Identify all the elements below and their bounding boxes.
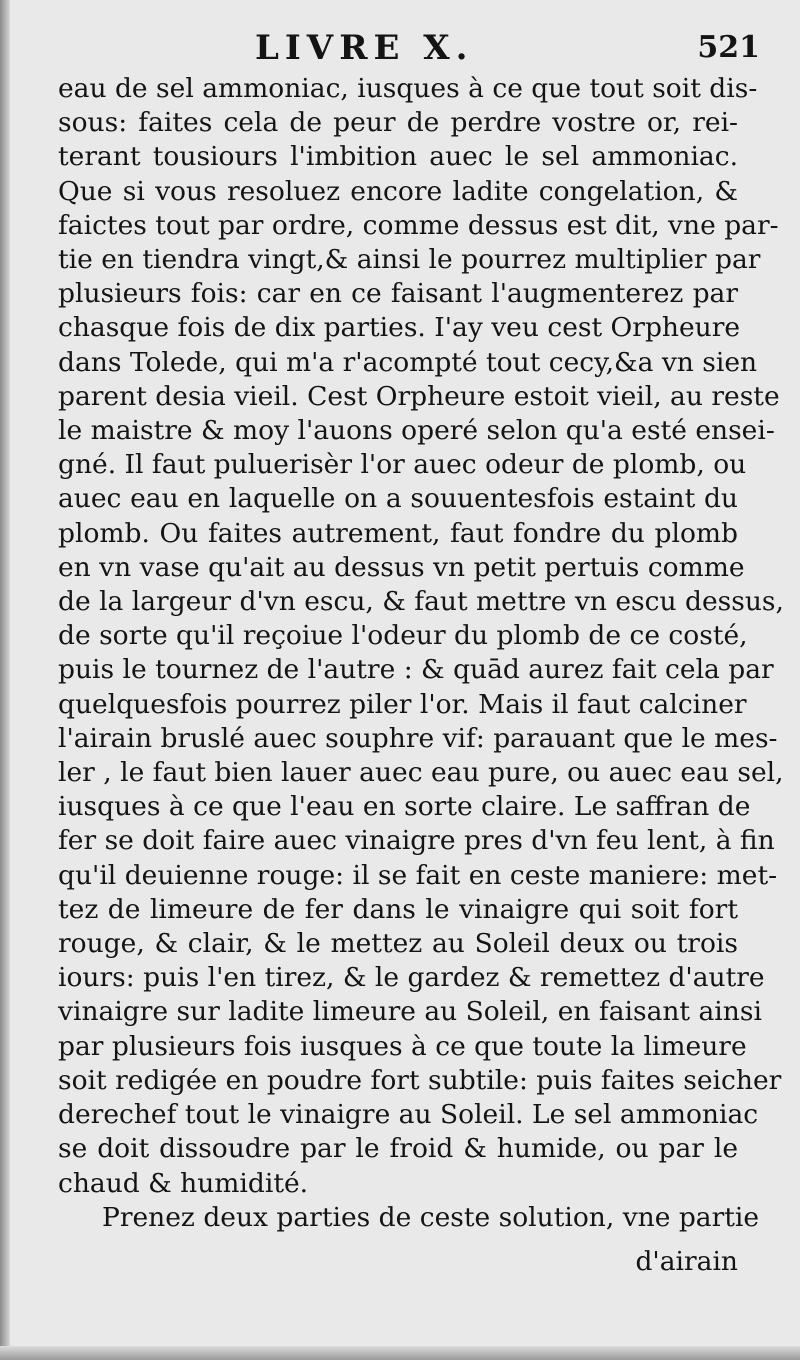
text-line: par plusieurs fois iusques à ce que toute la limeure	[58, 1030, 747, 1062]
text-line: Que si vous resoluez encore ladite congelation, &	[58, 175, 738, 207]
running-head: LIVRE X.	[255, 28, 474, 68]
text-line: vinaigre sur ladite limeure au Soleil, en faisant ainsi	[58, 996, 762, 1028]
text-line: ler , le faut bien lauer auec eau pure, ou auec eau sel,	[58, 757, 784, 789]
text-line: plusieurs fois: car en ce faisant l'augmenterez par	[58, 278, 738, 310]
text-line: tez de limeure de fer dans le vinaigre qui soit fort	[58, 893, 738, 925]
text-line: quelquesfois pourrez piler l'or. Mais il faut calciner	[58, 688, 747, 720]
page-bottom-edge-shadow	[0, 1346, 800, 1360]
text-line: soit redigée en poudre fort subtile: puis faites seicher	[58, 1064, 782, 1096]
text-line: fer se doit faire auec vinaigre pres d'vn feu lent, à fin	[58, 825, 775, 857]
text-line: l'airain bruslé auec souphre vif: parauant que le mes-	[58, 722, 778, 754]
text-line: gné. Il faut puluerisèr l'or auec odeur de plomb, ou	[58, 449, 747, 481]
main-text-block	[58, 72, 784, 1235]
text-line: en vn vase qu'ait au dessus vn petit pertuis comme	[58, 551, 745, 583]
text-line: iusques à ce que l'eau en sorte claire. Le saffran de	[58, 791, 751, 823]
text-line: faictes tout par ordre, comme dessus est dit, vne par-	[58, 209, 779, 241]
text-line: dans Tolede, qui m'a r'acompté tout cecy,&a vn sien	[58, 346, 758, 378]
text-line: tie en tiendra vingt,& ainsi le pourrez multiplier par	[58, 244, 761, 276]
text-line: parent desia vieil. Cest Orpheure estoit vieil, au reste	[58, 380, 780, 412]
text-line: Prenez deux parties de ceste solution, vne partie	[102, 1201, 760, 1233]
catchword: d'airain	[635, 1246, 738, 1277]
text-line: sous: faites cela de peur de perdre vostre or, rei-	[58, 107, 738, 139]
text-line: puis le tournez de l'autre : & quād aurez fait cela par	[58, 654, 774, 686]
text-line: eau de sel ammoniac, iusques à ce que tout soit dis-	[58, 73, 758, 104]
page-header	[60, 28, 760, 74]
text-line: chasque fois de dix parties. I'ay veu cest Orpheure	[58, 312, 741, 344]
text-line: chaud & humidité.	[58, 1167, 309, 1199]
text-line: rouge, & clair, & le mettez au Soleil deux ou trois	[58, 928, 738, 960]
page-number: 521	[697, 30, 760, 65]
paragraph-two	[58, 1201, 760, 1235]
text-line: auec eau en laquelle on a souuentesfois estaint du	[58, 483, 738, 515]
text-line: iours: puis l'en tirez, & le gardez & remettez d'autre	[58, 962, 765, 994]
text-line: qu'il deuienne rouge: il se fait en ceste maniere: met-	[58, 859, 778, 891]
paragraph-one	[58, 72, 784, 1201]
text-line: le maistre & moy l'auons operé selon qu'a esté ensei-	[58, 415, 775, 447]
text-line: terant tousiours l'imbition auec le sel ammoniac.	[58, 141, 738, 173]
text-line: de la largeur d'vn escu, & faut mettre vn escu dessus,	[58, 586, 784, 618]
text-line: derechef tout le vinaigre au Soleil. Le sel ammoniac	[58, 1099, 759, 1131]
text-line: de sorte qu'il reçoiue l'odeur du plomb de ce costé,	[58, 620, 748, 652]
text-line: plomb. Ou faites autrement, faut fondre du plomb	[58, 517, 738, 549]
page-left-edge-shadow	[0, 0, 10, 1360]
text-line: se doit dissoudre par le froid & humide, ou par le	[58, 1133, 738, 1165]
